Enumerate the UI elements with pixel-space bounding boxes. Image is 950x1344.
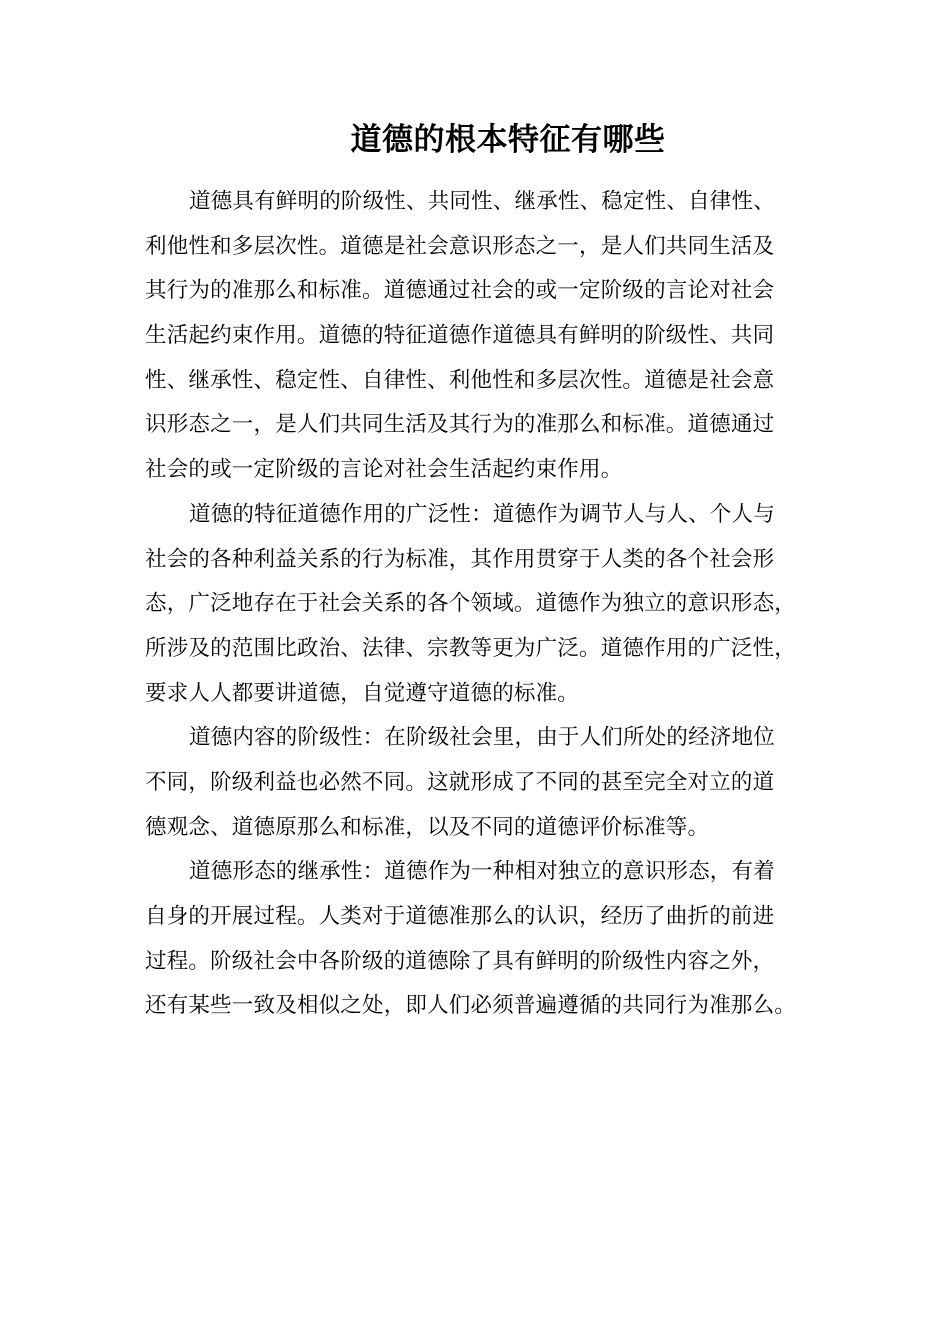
- paragraph-line: 自身的开展过程。人类对于道德准那么的认识，经历了曲折的前进: [145, 904, 775, 929]
- paragraph-line: 态，广泛地存在于社会关系的各个领域。道德作为独立的意识形态，: [145, 591, 797, 617]
- paragraph-line: 社会的各种利益关系的行为标准，其作用贯穿于人类的各个社会形: [145, 546, 775, 572]
- paragraph-line: 其行为的准那么和标准。道德通过社会的或一定阶级的言论对社会: [145, 278, 775, 304]
- paragraph-line: 要求人人都要讲道德，自觉遵守道德的标准。: [145, 680, 580, 706]
- paragraph-line: 社会的或一定阶级的言论对社会生活起约束作用。: [145, 457, 623, 483]
- document-body: [145, 180, 825, 1029]
- paragraph-line: 过程。阶级社会中各阶级的道德除了具有鲜明的阶级性内容之外，: [145, 948, 775, 974]
- paragraph-line: 所涉及的范围比政治、法律、宗教等更为广泛。道德作用的广泛性，: [145, 635, 797, 661]
- paragraph-line: 道德的特征道德作用的广泛性：道德作为调节人与人、个人与: [189, 501, 775, 527]
- paragraph-line: 利他性和多层次性。道德是社会意识形态之一，是人们共同生活及: [145, 233, 775, 259]
- paragraph-line: 还有某些一致及相似之处，即人们必须普遍遵循的共同行为准那么。: [145, 993, 797, 1019]
- document-title: 道德的根本特征有哪些: [350, 122, 666, 158]
- paragraph-line: 道德内容的阶级性：在阶级社会里，由于人们所处的经济地位: [189, 725, 775, 751]
- paragraph-line: 德观念、道德原那么和标准，以及不同的道德评价标准等。: [145, 814, 710, 840]
- paragraph-line: 识形态之一，是人们共同生活及其行为的准那么和标准。道德通过: [145, 412, 775, 438]
- paragraph-line: 性、继承性、稳定性、自律性、利他性和多层次性。道德是社会意: [145, 367, 775, 393]
- paragraph-line: 道德形态的继承性：道德作为一种相对独立的意识形态，有着: [189, 859, 775, 885]
- paragraph-line: 不同，阶级利益也必然不同。这就形成了不同的甚至完全对立的道: [145, 769, 775, 795]
- paragraph-line: 道德具有鲜明的阶级性、共同性、继承性、稳定性、自律性、: [189, 189, 775, 214]
- paragraph-line: 生活起约束作用。道德的特征道德作道德具有鲜明的阶级性、共同: [145, 323, 775, 349]
